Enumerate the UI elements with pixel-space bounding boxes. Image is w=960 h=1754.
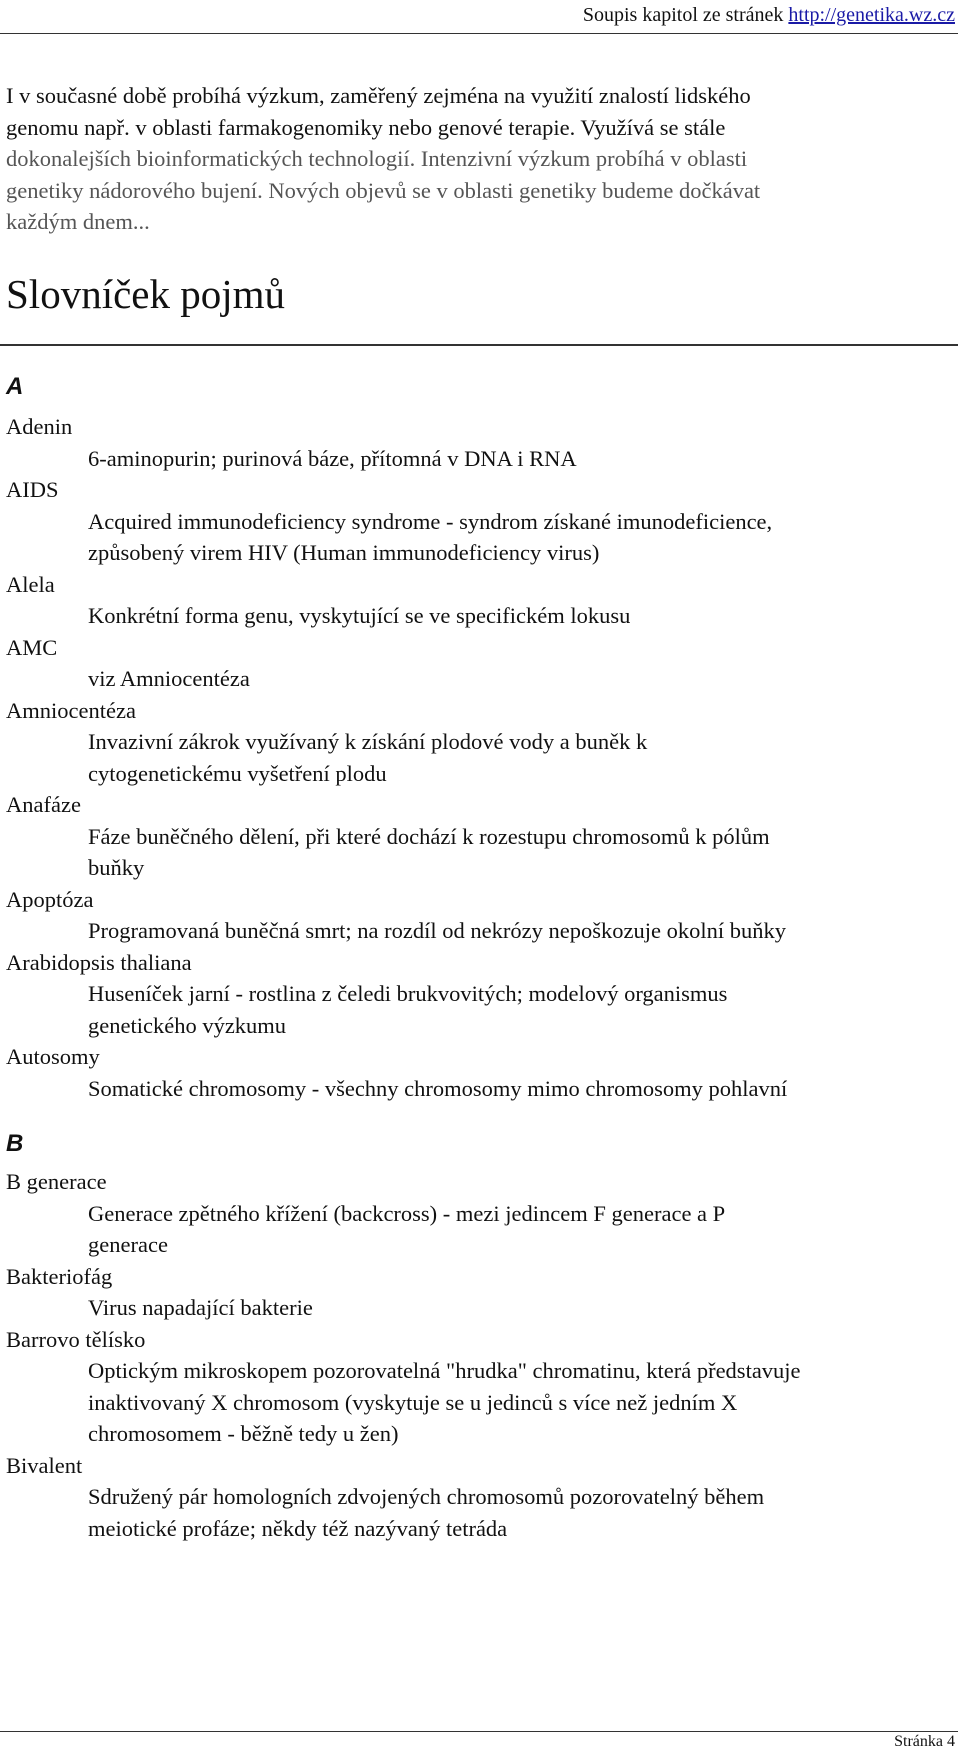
glossary-definition: Sdružený pár homologních zdvojených chromosomů pozorovatelný během: [88, 1484, 765, 1509]
glossary-term: Bivalent: [6, 1452, 83, 1478]
glossary-definition: Optickým mikroskopem pozorovatelná "hrudka" chromatinu, která představuje: [88, 1358, 801, 1383]
glossary-term: AIDS: [6, 477, 59, 502]
footer-divider: [0, 1731, 958, 1732]
glossary-definition: 6-aminopurin; purinová báze, přítomná v DNA i RNA: [88, 445, 577, 471]
glossary-term: Alela: [6, 571, 55, 597]
glossary-term: Adenin: [6, 414, 73, 439]
glossary-entry: [6, 884, 951, 947]
glossary-definition: buňky: [88, 855, 145, 880]
intro-line: genomu např. v oblasti farmakogenomiky nebo genové terapie. Využívá se stále: [6, 114, 726, 140]
glossary-entry: [6, 1450, 951, 1545]
glossary-definition: meiotické profáze; někdy též nazývaný tetráda: [88, 1515, 508, 1541]
header-divider: [0, 33, 958, 34]
glossary-definition: Programovaná buněčná smrt; na rozdíl od nekrózy nepoškozuje okolní buňky: [88, 918, 786, 943]
intro-paragraph: [6, 80, 951, 238]
glossary-entry: [6, 1324, 951, 1450]
glossary-entry: [6, 474, 951, 569]
glossary-entry: [6, 1041, 951, 1104]
glossary-term: Amniocentéza: [6, 697, 136, 723]
glossary-entry: [6, 411, 951, 474]
glossary-definition: Somatické chromosomy - všechny chromosomy mimo chromosomy pohlavní: [88, 1075, 788, 1101]
glossary-entry: [6, 569, 951, 632]
glossary-definition: inaktivovaný X chromosom (vyskytuje se u jedinců s více než jedním X: [88, 1389, 738, 1415]
glossary-definition: Invazivní zákrok využívaný k získání plodové vody a buněk k: [88, 729, 648, 754]
glossary-definition: viz Amniocentéza: [88, 666, 250, 691]
glossary-entry: [6, 1261, 951, 1324]
glossary-entry: [6, 789, 951, 884]
page-header: [583, 4, 955, 27]
glossary-term: Autosomy: [6, 1044, 100, 1069]
glossary-term: Arabidopsis thaliana: [6, 949, 192, 975]
glossary-section-b: [6, 1166, 951, 1544]
glossary-definition: způsobený virem HIV (Human immunodeficiency virus): [88, 540, 600, 565]
glossary-term: Bakteriofág: [6, 1263, 113, 1289]
glossary-term: B generace: [6, 1169, 107, 1194]
header-link[interactable]: http://genetika.wz.cz: [788, 4, 955, 26]
heading-divider: [0, 344, 958, 346]
glossary-definition: genetického výzkumu: [88, 1012, 287, 1038]
intro-line: každým dnem...: [6, 209, 150, 234]
page-number: Stránka 4: [894, 1733, 955, 1750]
glossary-entry: [6, 1166, 951, 1261]
glossary-entry: [6, 632, 951, 695]
glossary-term: AMC: [6, 634, 58, 660]
glossary-definition: Acquired immunodeficiency syndrome - syndrom získané imunodeficience,: [88, 508, 773, 534]
glossary-definition: Generace zpětného křížení (backcross) - mezi jedincem F generace a P: [88, 1200, 726, 1226]
glossary-term: Apoptóza: [6, 886, 94, 912]
header-text: Soupis kapitol ze stránek: [582, 4, 789, 26]
glossary-entry: [6, 695, 951, 790]
glossary-term: Barrovo tělísko: [6, 1326, 146, 1352]
glossary-definition: cytogenetickému vyšetření plodu: [88, 760, 387, 786]
glossary-definition: Virus napadající bakterie: [88, 1295, 313, 1320]
glossary-definition: generace: [88, 1232, 168, 1257]
glossary-definition: Huseníček jarní - rostlina z čeledi brukvovitých; modelový organismus: [88, 981, 728, 1006]
glossary-definition: Fáze buněčného dělení, při které dochází k rozestupu chromosomů k pólům: [88, 823, 770, 849]
glossary-section-a: [6, 411, 951, 1104]
section-letter-b: B: [6, 1130, 24, 1157]
glossary-heading: Slovníček pojmů: [6, 271, 286, 317]
section-letter-a: A: [6, 373, 24, 400]
glossary-entry: [6, 947, 951, 1042]
glossary-definition: Konkrétní forma genu, vyskytující se ve specifickém lokusu: [88, 603, 631, 628]
glossary-term: Anafáze: [6, 792, 81, 817]
glossary-definition: chromosomem - běžně tedy u žen): [88, 1421, 399, 1446]
intro-line: genetiky nádorového bujení. Nových objevů se v oblasti genetiky budeme dočkávat: [6, 177, 761, 203]
intro-line: I v současné době probíhá výzkum, zaměřený zejména na využití znalostí lidského: [6, 83, 751, 108]
intro-line: dokonalejších bioinformatických technologií. Intenzivní výzkum probíhá v oblasti: [6, 146, 748, 171]
